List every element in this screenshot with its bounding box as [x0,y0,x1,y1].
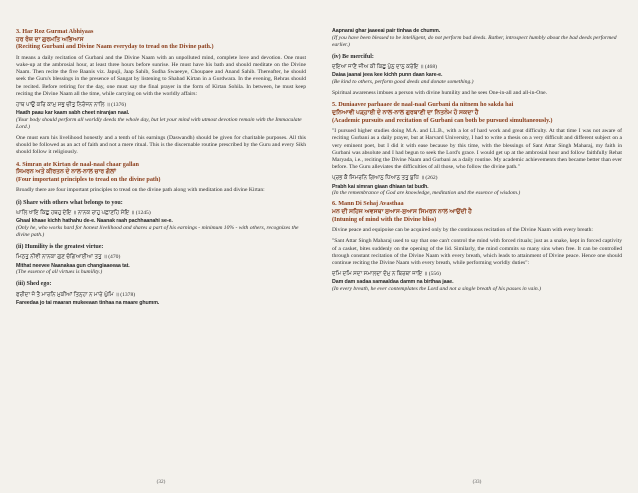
verse-translation: (If you have been blessed to be intelligent, do not perform bad deeds. Rather, introspect humbly about the bad deeds performed earlier.) [332,34,617,48]
verse-transliteration: Haath paau kar kaam sabh cheet niranjan naal. [16,110,130,117]
left-page [16,0,306,493]
verse-translation: (Only he, who works hard for honest livelihood and shares a part of his earnings - minimum 10% - with others, recognizes the divine path.) [16,225,299,238]
principle-heading: (i) Share with others what belongs to you: [16,199,123,206]
verse-transliteration: Aapnarai ghar jaaeeai pair tinhaa de chumm. [332,28,441,34]
section-title-gurmukhi: ਦੁਨਿਆਵੀ ਪੜ੍ਹਾਈ ਦੇ ਨਾਲ-ਨਾਲ ਗੁਰਬਾਣੀ ਦਾ ਨਿਤਨੇਮ ਹੋ ਸਕਦਾ ਹੈ [332,109,479,116]
verse-gurmukhi: ਮਿਠਤੁ ਨੀਵੀ ਨਾਨਕਾ ਗੁਣ ਚੰਗਿਆਈਆ ਤਤੁ ॥ (470) [16,254,121,261]
verse-transliteration: Daiaa jaanai jeea kee kichh punn daan kare-e. [332,72,443,79]
section-title: 6. Mann Di Sehaj Avasthaa [332,200,404,208]
verse-translation: (The essence of all virtues is humility.) [16,269,103,276]
principle-heading: (iii) Shed ego: [16,281,52,288]
verse-transliteration: Mithat neevee Naanakaa gun changiaaeeaa tat. [16,262,130,269]
verse-gurmukhi: ਫਰੀਦਾ ਜੋ ਤੈ ਮਾਰਨਿ ਮੁਕੀਆਂ ਤਿਨ੍ਹਾ ਨ ਮਾਰੇ ਘੁੰਮਿ ॥ (1378) [16,291,136,298]
verse-translation: (Be kind to others, perform good deeds and donate something.) [332,79,474,86]
verse-gurmukhi: ਦਮਿ ਦਮਿ ਸਦਾ ਸਮਾਲਦਾ ਦੰਮੁ ਨ ਬਿਰਥਾ ਜਾਇ ॥ (556) [332,271,441,278]
principle-heading: (ii) Humility is the greatest virtue: [16,244,104,250]
section-title: 4. Simran ate Kirtan de naal-naal chaar gallan [16,160,139,168]
verse-transliteration: Prabh kai simran giaan dhiaan tat budh. [332,183,429,190]
paragraph: Spiritual awareness imbues a person with divine humility and he sees One-in-all and all-in-One. [332,90,547,97]
section-subtitle: (Academic pursuits and recitation of Gurbani can both be pursued simultaneously.) [332,116,553,124]
page-number: (33) [472,479,482,485]
section-subtitle: (Reciting Gurbani and Divine Naam everyday to tread on the Divine path.) [16,43,214,51]
page-number: (32) [156,479,166,485]
section-title-gurmukhi: ਸਿਮਰਨ ਅਤੇ ਕੀਰਤਨ ਦੇ ਨਾਲ-ਨਾਲ ਚਾਰ ਗੱਲਾਂ [16,168,117,176]
paragraph: "I pursued higher studies doing M.A. and LL.B., with a lot of hard work and great difficulty. At that time I was not aware of reciting Gurbani as a daily prayer, but at Harvard University, I had to write a thesis on a very difficult and different subject on a very eminent poet, but I did it with ease because by this time, with the blessings of Sant Attar Singh Maharaj, my faith in Gurbani was absolute and I had begun to seek the Lord's grace. I would get up at the ambrosial hour and follow faithfully Rehat Maryada, i.e., reciting the Divine Naam and Gurbani as a daily routine. My academic achievements then became better than ever before. The Guru alleviates the difficulties of all those, who follow the divine path." [332,128,622,171]
verse-translation: (Your body should perform all worldly deeds the whole day, but let your mind with utmost devotion remain with the Immaculate Lord.) [16,117,302,130]
section-title-gurmukhi: ਮਨ ਦੀ ਸਹਿਜ ਅਵਸਥਾ ਸੁਆਸ-ਸੁਆਸ ਸਿਮਰਨ ਨਾਲ ਆਉਂਦੀ ਹੈ [332,208,472,215]
verse-transliteration: Dam dam sadaa samaaldaa damm na birthaa jaae. [332,279,454,286]
paragraph: Divine peace and equipoise can be acquired only by the continuous recitation of the Divine Naam with every breath: [332,227,593,234]
section-title: 5. Duniaavee parhaaee de naal-naal Gurbani da nitnem ho sakda hai [332,101,514,109]
section-subtitle: (Intuning of mind with the Divine bliss) [332,215,437,223]
verse-gurmukhi: ਹਾਥ ਪਾਉ ਕਰਿ ਕਾਮੁ ਸਭੁ ਚੀਤੁ ਨਿਰੰਜਨ ਨਾਲਿ ॥ (1376) [16,102,127,108]
right-page [332,0,622,493]
section-title-gurmukhi: ਹਰ ਰੋਜ਼ ਦਾ ਗੁਰਮਤਿ ਅਭਿਆਸ [16,35,84,43]
verse-transliteration: Ghaal khaae kichh hathahu de-e. Naanak raah pachhaanahi se-e. [16,218,173,225]
verse-translation: (In the remembrance of God are knowledge, meditation and the essence of wisdom.) [332,190,521,197]
paragraph: It means a daily recitation of Gurbani and the Divine Naam with an unpolluted mind, complete love and devotion. One must wake-up at the ambrosial hour, at least three hours before sunrise. He must have his bath and should meditate on the Divine Naam. Then recite the five Baanis viz. Japuji, Jaap Sahib, Sudha Swaeeye, Choupaee and Anand Sahib. Thereafter, he should seek the Guru's blessings in the presence of Sangat by listening to Shabad Kirtan in a Gurdwara. In the evening, Rehras should be recited. Before retiring for the day, one must say the final prayer in the form of Kirtan Sohila. In between, he must keep reciting the Divine Naam all the time, while carrying on with the worldly affairs: [16,54,306,97]
section-title: 3. Har Roz Gurmat Abhiyaas [16,28,94,35]
verse-transliteration: Fareedaa jo tai maaran mukeeaan tinhaa na maare ghumm. [16,300,160,307]
verse-gurmukhi: ਘਾਲਿ ਖਾਇ ਕਿਛੁ ਹਥਹੁ ਦੇਇ ॥ ਨਾਨਕ ਰਾਹੁ ਪਛਾਣਹਿ ਸੇਇ ॥ (1245) [16,210,151,216]
paragraph: "Sant Attar Singh Maharaj used to say that one can't control the mind with forced rituals; just as a snake, kept in forced captivity of a casket, bites suddenly on the opening of the lid. Similarly, the mind commits so many sins when free. It can be controlled through constant recitation of the Divine Naam with every breath, which leads to attainment of Divine peace. Hence one should continue reciting the Divine Naam with every breath, while performing worldly duties": [332,238,622,266]
verse-gurmukhi: ਦਇਆ ਜਾਣੈ ਜੀਅ ਕੀ ਕਿਛੁ ਪੁੰਨੁ ਦਾਨੁ ਕਰੇਇ ॥ (468) [332,64,437,71]
verse-gurmukhi: ਪ੍ਰਭ ਕੈ ਸਿਮਰਨਿ ਗਿਆਨੁ ਧਿਆਨੁ ਤਤੁ ਬੁਧਿ ॥ (262) [332,175,438,182]
section-subtitle: (Four important principles to tread on the divine path) [16,175,161,183]
verse-translation: (In every breath, he ever contemplates the Lord and not a single breath of his passes in vain.) [332,286,541,293]
paragraph: Broadly there are four important principles to tread on the divine path along with meditation and divine Kirtan: [16,187,265,194]
paragraph: One must earn his livelihood honestly and a tenth of his earnings (Daswandh) should be given for charitable purposes. All this should be followed as an act of faith and not a mere ritual. This is the discernable routine prescribed by the Guru and every Sikh should follow it religiously. [16,135,306,156]
principle-heading: (iv) Be merciful: [332,53,374,60]
